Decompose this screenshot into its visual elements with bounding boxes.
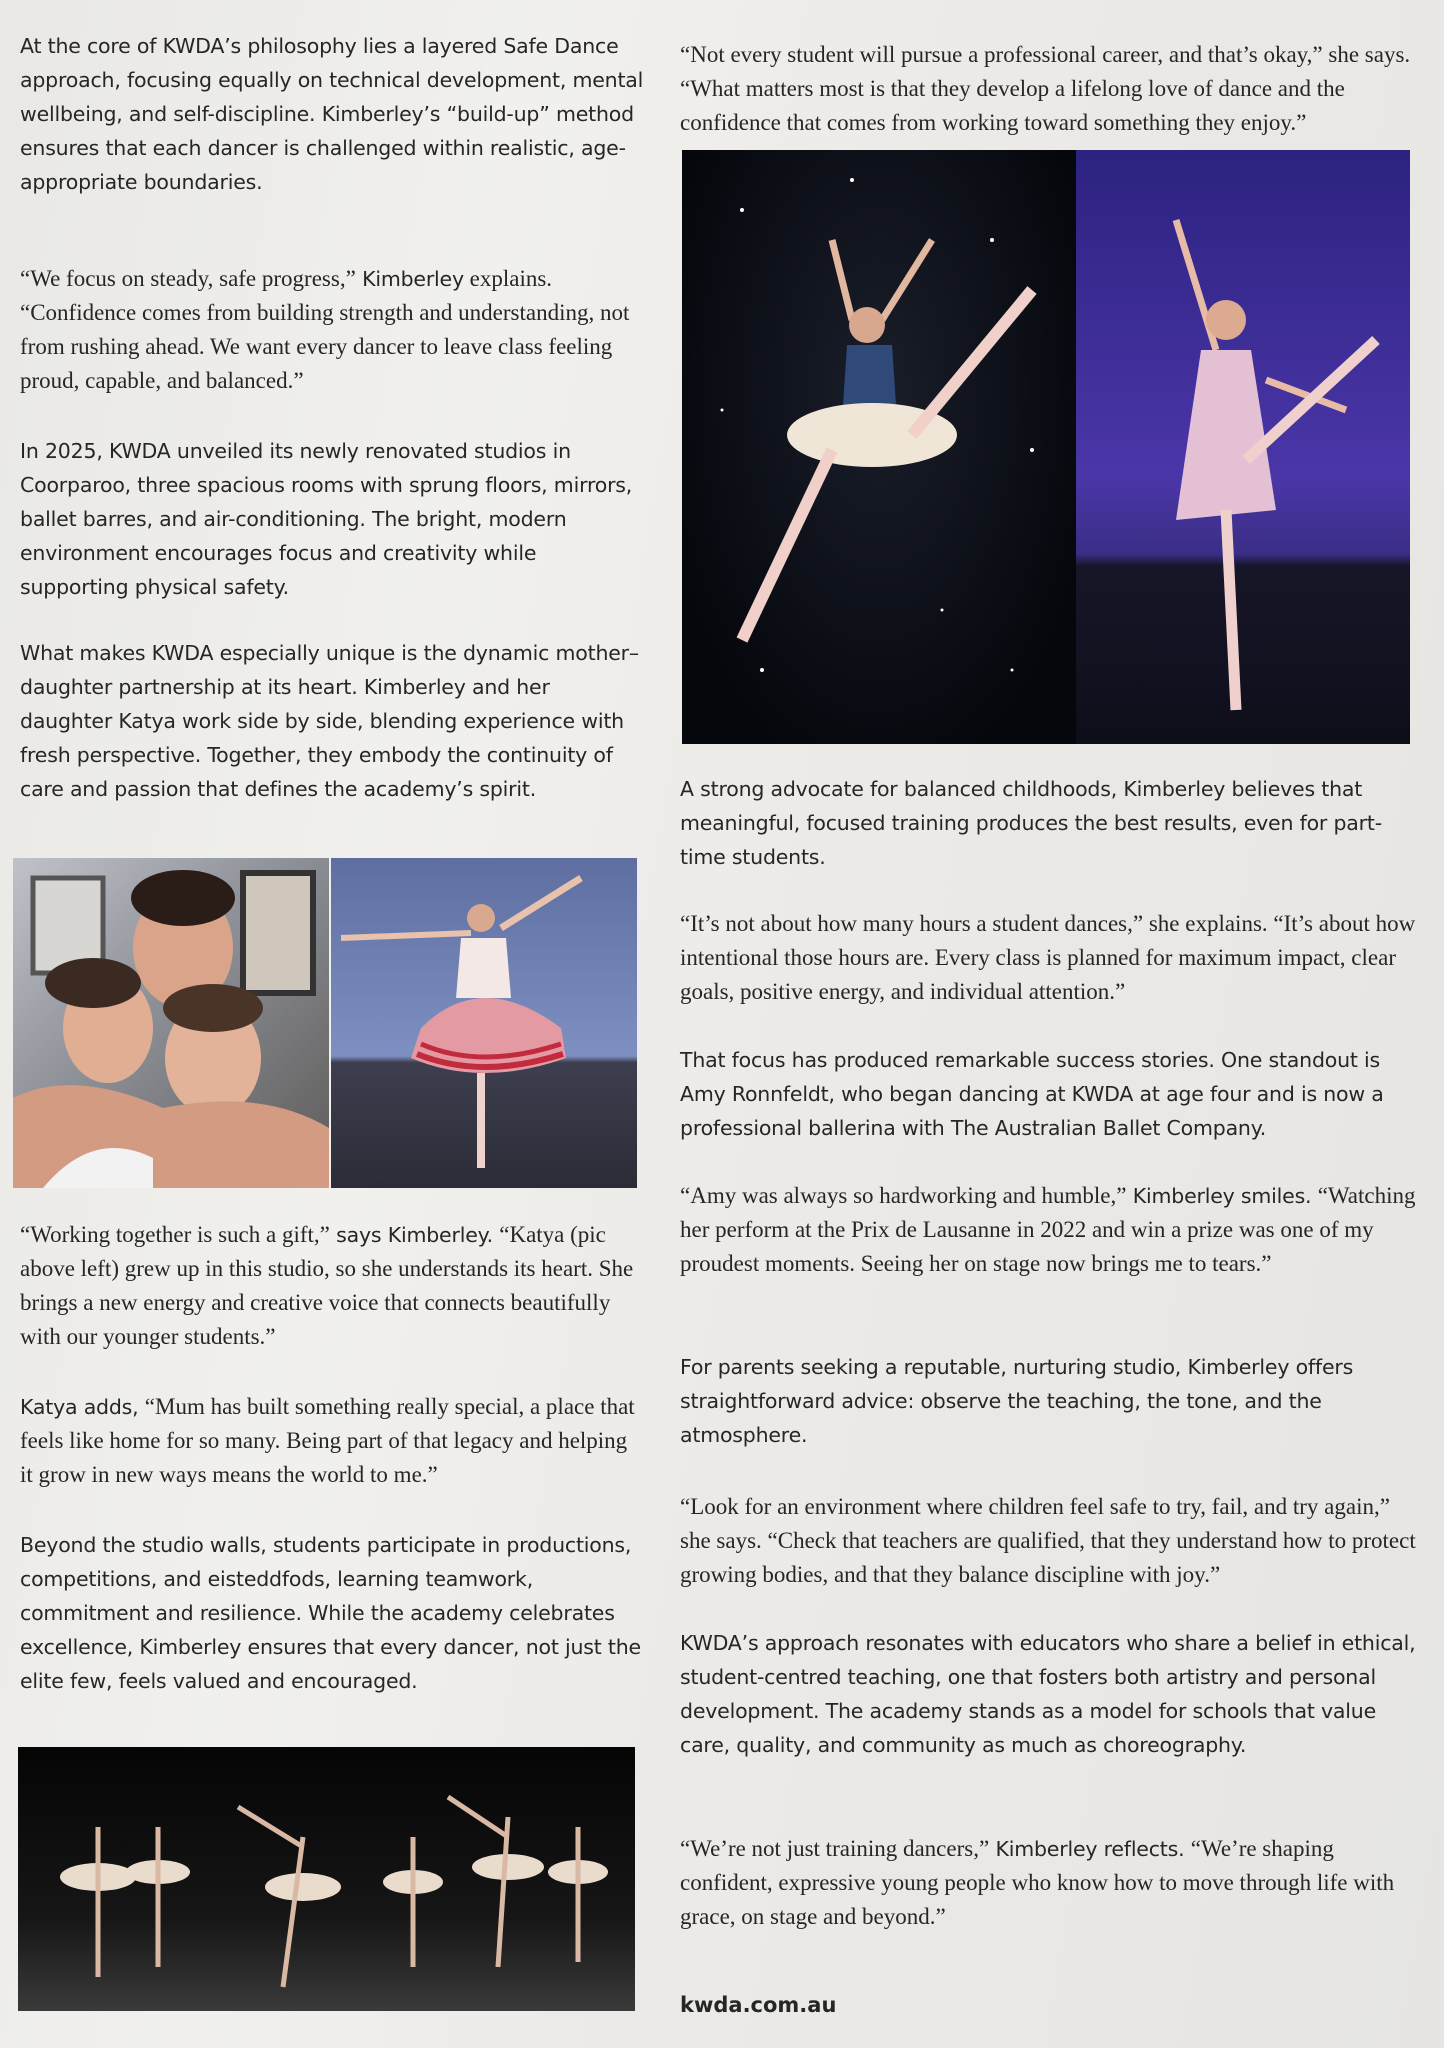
paragraph-look-for: “Look for an environment where children feel safe to try, fail, and try again,” she says. “Check that teachers are qualified, that they understand how to protect growing bodies, and that they balance discipline with joy.”: [680, 1494, 1416, 1587]
website-link[interactable]: kwda.com.au: [680, 1993, 837, 2017]
photo-family: [13, 858, 329, 1188]
paragraph-approach: KWDA’s approach resonates with educators who share a belief in ethical, student-centred teaching, one that fosters both artistry and personal development. The academy stands as a model for schools that value care, quality, and community as much as choreography.: [680, 1631, 1416, 1757]
photo-group-performance: [18, 1747, 635, 2011]
quote: “Katya (pic above left) grew up in this studio, so she understands its heart. She brings a new energy and creative voice that connects beautifully with our younger students.”: [20, 1222, 634, 1349]
quote: “Working together is such a gift,”: [20, 1222, 330, 1247]
quote: “We’re shaping confident, expressive young people who know how to move through life with grace, on stage and beyond.”: [680, 1836, 1395, 1929]
paragraph-beyond-studio: Beyond the studio walls, students participate in productions, competitions, and eisteddfods, learning teamwork, commitment and resilience. While the academy celebrates excellence, Kimberley ensures that every dancer, not just the elite few, feels valued and encouraged.: [20, 1533, 641, 1693]
paragraph-partnership: What makes KWDA especially unique is the dynamic mother–daughter partnership at its heart. Kimberley and her daughter Katya work side by side, blending experience with fresh perspective. Together, they embody the continuity of care and passion that defines the academy’s spirit.: [20, 641, 639, 801]
quote: “Mum has built something really special, a place that feels like home for so many. Being part of that legacy and helping it grow in new ways means the world to me.”: [20, 1394, 635, 1487]
ballerina-leap-image: [682, 150, 1076, 744]
quote: “We’re not just training dancers,”: [680, 1836, 990, 1861]
group-dancers-image: [18, 1747, 635, 2011]
quote: “Amy was always so hardworking and humble,”: [680, 1183, 1127, 1208]
paragraph-parents-advice: For parents seeking a reputable, nurturing studio, Kimberley offers straightforward advice: observe the teaching, the tone, and the atmosphere.: [680, 1355, 1354, 1447]
photo-tutu-leap: [682, 150, 1076, 744]
paragraph-amy: [680, 1179, 1420, 1281]
family-hug-image: [13, 858, 329, 1188]
paragraph-steady-progress: [20, 262, 645, 398]
paragraph-not-just-training: [680, 1832, 1420, 1934]
attribution: says Kimberley.: [329, 1223, 500, 1247]
paragraph-success-stories: That focus has produced remarkable success stories. One standout is Amy Ronnfeldt, who began dancing at KWDA at age four and is now a professional ballerina with The Australian Ballet Company.: [680, 1048, 1384, 1140]
paragraph-not-every-student: “Not every student will pursue a professional career, and that’s okay,” she says. “What matters most is that they develop a lifelong love of dance and the confidence that comes from working toward something they enjoy.”: [680, 42, 1411, 135]
quote: “Watching her perform at the Prix de Lausanne in 2022 and win a prize was one of my proudest moments. Seeing her on stage now brings me to tears.”: [680, 1183, 1416, 1276]
quote: “We focus on steady, safe progress,”: [20, 266, 356, 291]
paragraph-safe-dance: At the core of KWDA’s philosophy lies a layered Safe Dance approach, focusing equally on technical development, mental wellbeing, and self-discipline. Kimberley’s “build-up” method ensures that each dancer is challenged within realistic, age-appropriate boundaries.: [20, 34, 644, 194]
attribution: Katya adds,: [20, 1395, 145, 1419]
paragraph-working-together: [20, 1218, 645, 1354]
dancer-image: [331, 858, 637, 1188]
paragraph-studios: In 2025, KWDA unveiled its newly renovated studios in Coorparoo, three spacious rooms with sprung floors, mirrors, ballet barres, and air-conditioning. The bright, modern environment encourages focus and creativity while supporting physical safety.: [20, 439, 633, 599]
photo-dancer-red-dress: [331, 858, 637, 1188]
paragraph-intentional-hours: “It’s not about how many hours a student dances,” she explains. “It’s about how intentional those hours are. Every class is planned for maximum impact, clear goals, positive energy, and individual attention.”: [680, 911, 1416, 1004]
paragraph-balanced-childhoods: A strong advocate for balanced childhoods, Kimberley believes that meaningful, focused training produces the best results, even for part-time students.: [680, 777, 1382, 869]
attribution: Kimberley smiles.: [1126, 1184, 1318, 1208]
paragraph-katya-adds: [20, 1390, 645, 1492]
photo-arabesque: [1076, 150, 1410, 744]
attribution: Kimberley reflects.: [989, 1837, 1191, 1861]
quote: explains. “Confidence comes from building strength and understanding, not from rushing ahead. We want every dancer to leave class feeling proud, capable, and balanced.”: [20, 266, 630, 393]
ballerina-arabesque-image: [1076, 150, 1410, 744]
attribution: Kimberley: [355, 267, 464, 291]
